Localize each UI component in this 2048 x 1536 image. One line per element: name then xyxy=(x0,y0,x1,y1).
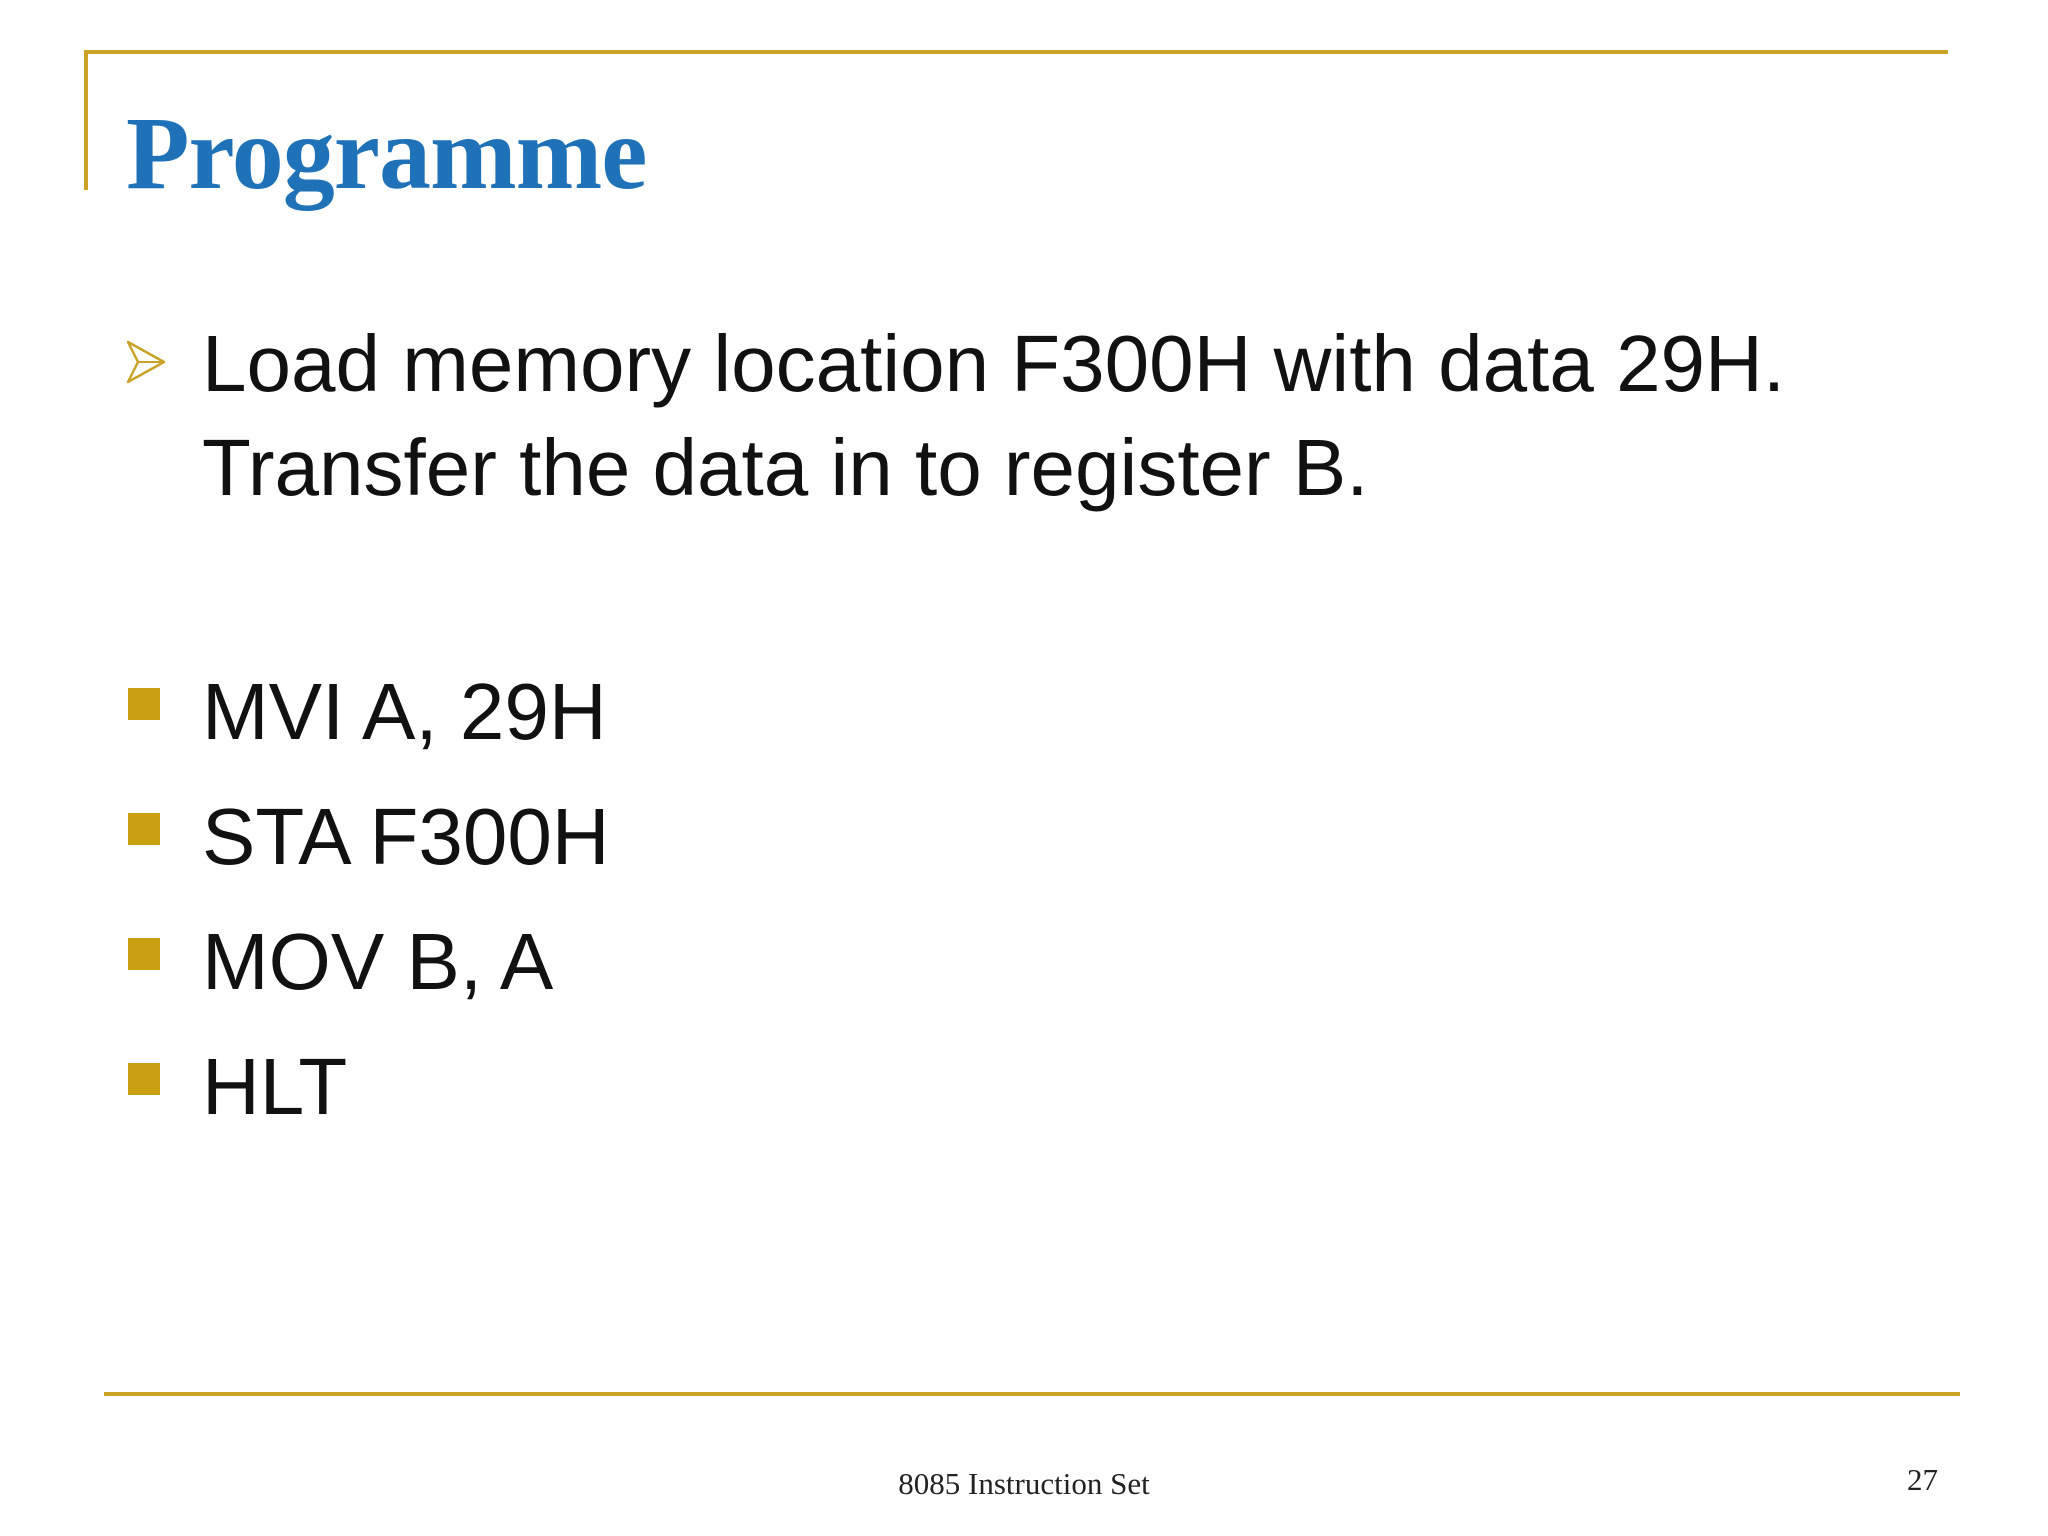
top-frame-line xyxy=(84,50,1948,54)
left-frame-line xyxy=(84,50,88,190)
code-text: STA F300H xyxy=(202,792,610,881)
arrowhead-bullet-icon xyxy=(126,340,166,384)
code-text: MVI A, 29H xyxy=(202,667,607,756)
footer-line xyxy=(104,1392,1960,1396)
square-bullet-icon xyxy=(128,1063,160,1095)
square-bullet-icon xyxy=(128,688,160,720)
code-text: HLT xyxy=(202,1042,348,1131)
code-text: MOV B, A xyxy=(202,917,554,1006)
page-number: 27 xyxy=(1907,1462,1938,1497)
square-bullet-icon xyxy=(128,813,160,845)
slide-title: Programme xyxy=(126,96,647,211)
square-bullet-icon xyxy=(128,938,160,970)
intro-text: Load memory location F300H with data 29H. Transfer the data in to register B. xyxy=(202,319,1786,512)
footer-text: 8085 Instruction Set xyxy=(898,1466,1150,1501)
